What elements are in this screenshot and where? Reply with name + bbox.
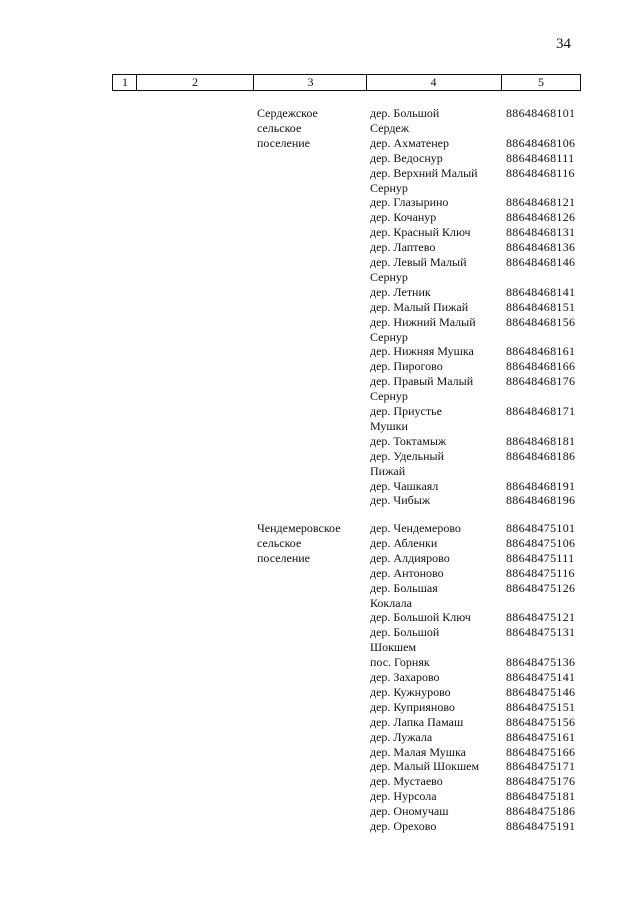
village-name-line: дер. Большой Ключ bbox=[370, 610, 471, 625]
oktmo-code: 88648475116 bbox=[506, 565, 575, 580]
village-name-line: дер. Большая bbox=[370, 580, 438, 595]
village-name bbox=[370, 225, 498, 240]
oktmo-code: 88648468101 bbox=[506, 106, 576, 120]
oktmo-code: 88648468166 bbox=[506, 359, 576, 374]
village-name-line: дер. Кужнурово bbox=[370, 684, 451, 699]
oktmo-code: 88648475171 bbox=[506, 759, 576, 774]
village-name-line: дер. Малый Пижай bbox=[370, 299, 469, 314]
village-name bbox=[370, 745, 498, 760]
oktmo-code: 88648468146 bbox=[506, 255, 576, 269]
table-row bbox=[370, 359, 640, 374]
village-name-line: дер. Правый Малый bbox=[370, 374, 474, 389]
table-row bbox=[370, 210, 640, 225]
village-name-line: дер. Нижний Малый bbox=[370, 314, 476, 329]
table-row bbox=[370, 166, 640, 196]
oktmo-code: 88648475166 bbox=[506, 744, 576, 759]
table-row bbox=[370, 255, 640, 285]
village-name bbox=[370, 195, 498, 210]
oktmo-code: 88648468176 bbox=[506, 374, 576, 389]
oktmo-code: 88648468111 bbox=[506, 150, 575, 165]
table-row bbox=[370, 610, 640, 625]
oktmo-code: 88648468131 bbox=[506, 225, 576, 240]
village-name bbox=[370, 240, 498, 255]
oktmo-code: 88648475186 bbox=[506, 804, 576, 819]
village-name-line: Мушки bbox=[370, 419, 408, 433]
table-row bbox=[370, 225, 640, 240]
village-name bbox=[370, 521, 498, 536]
oktmo-code: 88648468121 bbox=[506, 195, 576, 210]
table-row bbox=[370, 581, 640, 611]
village-name bbox=[370, 344, 498, 359]
village-name bbox=[370, 774, 498, 789]
table-row bbox=[370, 404, 640, 434]
oktmo-code: 88648475136 bbox=[506, 655, 576, 670]
village-name-line: дер. Орехово bbox=[370, 819, 437, 833]
table-row bbox=[370, 774, 640, 789]
village-name bbox=[370, 610, 498, 625]
village-name-line: дер. Лапка Памаш bbox=[370, 714, 464, 729]
oktmo-code: 88648475101 bbox=[506, 521, 576, 535]
village-name-line: Сердеж bbox=[370, 121, 410, 135]
table-row bbox=[370, 804, 640, 819]
village-name-line: дер. Чендемерово bbox=[370, 521, 461, 535]
column-header-5: 5 bbox=[538, 75, 544, 89]
village-name bbox=[370, 210, 498, 225]
oktmo-code: 88648468181 bbox=[506, 433, 576, 448]
village-name-line: дер. Антоново bbox=[370, 565, 444, 580]
village-name bbox=[370, 374, 498, 404]
oktmo-code: 88648468141 bbox=[506, 284, 576, 299]
table-row bbox=[370, 819, 640, 834]
village-name bbox=[370, 434, 498, 449]
village-name-line: дер. Лаптево bbox=[370, 240, 436, 255]
village-name-line: пос. Горняк bbox=[370, 655, 430, 670]
village-name-line: дер. Ведоснур bbox=[370, 150, 443, 165]
settlement-line: Сердежское bbox=[257, 106, 318, 120]
table-row bbox=[370, 655, 640, 670]
oktmo-code: 88648475191 bbox=[506, 819, 576, 833]
village-name-line: дер. Верхний Малый bbox=[370, 165, 478, 180]
settlement-line: Чендемеровское bbox=[257, 521, 341, 535]
village-name bbox=[370, 715, 498, 730]
table-row bbox=[370, 700, 640, 715]
table-row bbox=[370, 151, 640, 166]
village-name-line: Пижай bbox=[370, 463, 406, 478]
column-header-3: 3 bbox=[307, 75, 314, 89]
column-header-1: 1 bbox=[122, 75, 128, 89]
village-name-line: дер. Нижняя Мушка bbox=[370, 344, 474, 359]
oktmo-code: 88648475111 bbox=[506, 550, 575, 565]
village-name bbox=[370, 300, 498, 315]
village-name-line: дер. Красный Ключ bbox=[370, 225, 471, 240]
oktmo-code: 88648475141 bbox=[506, 670, 576, 684]
oktmo-code: 88648468186 bbox=[506, 448, 576, 463]
village-name-line: дер. Большой bbox=[370, 625, 440, 640]
village-name-line: дер. Токтамыж bbox=[370, 433, 447, 448]
village-name-line: дер. Захарово bbox=[370, 670, 440, 684]
village-name bbox=[370, 730, 498, 745]
village-name-line: дер. Алдиярово bbox=[370, 550, 450, 565]
settlement-name-chendemerov bbox=[257, 521, 362, 566]
village-name bbox=[370, 566, 498, 581]
village-name bbox=[370, 655, 498, 670]
village-name bbox=[370, 255, 498, 285]
table-row bbox=[370, 551, 640, 566]
table-row bbox=[370, 759, 640, 774]
village-name-line: Коклала bbox=[370, 595, 412, 610]
oktmo-code: 88648475176 bbox=[506, 774, 576, 789]
table-row bbox=[370, 300, 640, 315]
settlement-line: сельское bbox=[257, 536, 302, 550]
table-row bbox=[370, 625, 640, 655]
table-row bbox=[370, 315, 640, 345]
oktmo-code: 88648468191 bbox=[506, 478, 576, 493]
oktmo-code: 88648475131 bbox=[506, 625, 576, 640]
table-row bbox=[370, 449, 640, 479]
oktmo-code: 88648468136 bbox=[506, 240, 576, 255]
settlement-line: сельское bbox=[257, 121, 302, 135]
village-name bbox=[370, 151, 498, 166]
table-row bbox=[370, 195, 640, 210]
table-row bbox=[370, 745, 640, 760]
village-name-line: дер. Глазырино bbox=[370, 195, 449, 210]
oktmo-code: 88648468116 bbox=[506, 165, 575, 180]
column-header-4: 4 bbox=[430, 75, 437, 89]
page-number: 34 bbox=[556, 36, 571, 52]
table-row bbox=[370, 136, 640, 151]
village-name-line: дер. Ономучаш bbox=[370, 804, 449, 819]
village-name-line: Шокшем bbox=[370, 640, 417, 655]
table-row bbox=[370, 106, 640, 136]
table-row bbox=[370, 479, 640, 494]
table-header-row bbox=[112, 74, 581, 91]
table-row bbox=[370, 730, 640, 745]
village-name-line: дер. Мустаево bbox=[370, 774, 443, 789]
village-name bbox=[370, 106, 498, 136]
oktmo-code: 88648475106 bbox=[506, 535, 576, 550]
village-name bbox=[370, 551, 498, 566]
village-name bbox=[370, 759, 498, 774]
village-name-line: дер. Лужала bbox=[370, 729, 433, 744]
table-row bbox=[370, 715, 640, 730]
village-name bbox=[370, 625, 498, 655]
oktmo-code: 88648475151 bbox=[506, 699, 576, 714]
village-name bbox=[370, 581, 498, 611]
village-name bbox=[370, 359, 498, 374]
village-name bbox=[370, 536, 498, 551]
oktmo-code: 88648468106 bbox=[506, 135, 576, 150]
table-row bbox=[370, 374, 640, 404]
village-name bbox=[370, 493, 498, 508]
settlement-line: поселение bbox=[257, 136, 311, 150]
table-row bbox=[370, 240, 640, 255]
village-name bbox=[370, 685, 498, 700]
village-name-line: дер. Летник bbox=[370, 284, 431, 299]
village-name-line: дер. Пирогово bbox=[370, 359, 443, 374]
table-row bbox=[370, 566, 640, 581]
village-name-line: дер. Малый Шокшем bbox=[370, 759, 480, 774]
village-name-line: дер. Приустье bbox=[370, 404, 442, 418]
oktmo-code: 88648468161 bbox=[506, 344, 576, 359]
table-row bbox=[370, 344, 640, 359]
village-name bbox=[370, 404, 498, 434]
oktmo-code: 88648468156 bbox=[506, 314, 576, 329]
village-name-line: Сернур bbox=[370, 180, 408, 195]
oktmo-code: 88648468151 bbox=[506, 299, 576, 314]
village-name-line: дер. Малая Мушка bbox=[370, 744, 466, 759]
village-name-line: Сернур bbox=[370, 270, 408, 284]
village-name bbox=[370, 804, 498, 819]
oktmo-code: 88648468126 bbox=[506, 210, 576, 225]
oktmo-code: 88648475181 bbox=[506, 789, 576, 804]
table-row bbox=[370, 434, 640, 449]
village-name bbox=[370, 670, 498, 685]
village-name-line: Сернур bbox=[370, 389, 408, 404]
oktmo-code: 88648475161 bbox=[506, 729, 576, 744]
oktmo-code: 88648475156 bbox=[506, 714, 576, 729]
village-name bbox=[370, 166, 498, 196]
village-name-line: дер. Абленки bbox=[370, 535, 438, 550]
table-row bbox=[370, 536, 640, 551]
village-name-line: дер. Чибыж bbox=[370, 493, 431, 508]
oktmo-code: 88648468171 bbox=[506, 404, 576, 418]
village-name bbox=[370, 819, 498, 834]
oktmo-code: 88648475146 bbox=[506, 684, 576, 699]
table-row bbox=[370, 670, 640, 685]
oktmo-code: 88648475121 bbox=[506, 610, 576, 625]
village-name-line: Сернур bbox=[370, 329, 408, 344]
settlement-line: поселение bbox=[257, 551, 311, 565]
village-name-line: дер. Левый Малый bbox=[370, 255, 467, 269]
table-row bbox=[370, 521, 640, 536]
oktmo-code: 88648475126 bbox=[506, 580, 576, 595]
village-name bbox=[370, 449, 498, 479]
village-name bbox=[370, 479, 498, 494]
village-name bbox=[370, 285, 498, 300]
table-row bbox=[370, 285, 640, 300]
table-row bbox=[370, 493, 640, 508]
column-header-2: 2 bbox=[192, 75, 198, 89]
village-name-line: дер. Куприяново bbox=[370, 699, 455, 714]
village-name-line: дер. Ахматенер bbox=[370, 135, 449, 150]
village-name bbox=[370, 789, 498, 804]
village-name bbox=[370, 315, 498, 345]
village-name-line: дер. Кочанур bbox=[370, 210, 437, 225]
table-row bbox=[370, 789, 640, 804]
village-name-line: дер. Нурсола bbox=[370, 789, 437, 804]
settlement-name-serdezh bbox=[257, 106, 362, 151]
village-name-line: дер. Большой bbox=[370, 106, 440, 120]
village-name-line: дер. Чашкаял bbox=[370, 478, 439, 493]
village-name-line: дер. Удельный bbox=[370, 448, 445, 463]
village-name bbox=[370, 700, 498, 715]
table-row bbox=[370, 685, 640, 700]
village-name bbox=[370, 136, 498, 151]
oktmo-code: 88648468196 bbox=[506, 493, 576, 508]
